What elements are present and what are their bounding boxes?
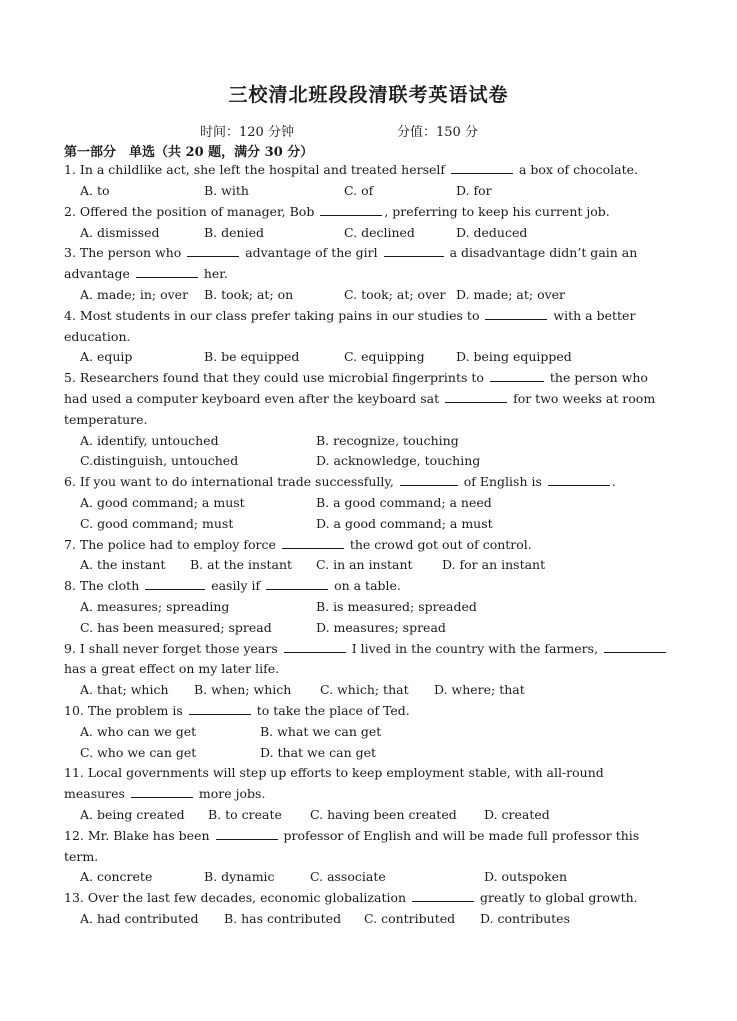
blank: [451, 160, 513, 174]
blank: [216, 826, 278, 840]
option: B. at the instant: [190, 557, 293, 572]
option: D. that we can get: [260, 745, 377, 760]
option: D. acknowledge, touching: [316, 453, 481, 468]
option: C. associate: [310, 869, 386, 884]
option: A. concrete: [80, 869, 153, 884]
question-11-cont: measures more jobs.: [64, 786, 266, 801]
blank: [400, 472, 458, 486]
option: C. declined: [344, 225, 415, 240]
option: A. equip: [80, 349, 133, 364]
option: D. where; that: [434, 682, 525, 697]
option: C. good command; must: [80, 516, 234, 531]
blank: [145, 576, 205, 590]
exam-title: 三校清北班段段清联考英语试卷: [228, 84, 509, 106]
option: A. good command; a must: [80, 495, 245, 510]
option: D. a good command; a must: [316, 516, 493, 531]
question-13: 13. Over the last few decades, economic globalization greatly to global growth.: [64, 890, 638, 905]
option: D. outspoken: [484, 869, 568, 884]
option: A. being created: [80, 807, 185, 822]
option: A. to: [80, 183, 110, 198]
option: A. measures; spreading: [80, 599, 230, 614]
option: C. took; at; over: [344, 287, 446, 302]
option: A. made; in; over: [80, 287, 189, 302]
option: B. is measured; spreaded: [316, 599, 477, 614]
option: D. contributes: [480, 911, 570, 926]
option: C. has been measured; spread: [80, 620, 272, 635]
question-5-cont: temperature.: [64, 412, 148, 427]
option: A. the instant: [80, 557, 166, 572]
option: D. created: [484, 807, 550, 822]
blank: [490, 368, 544, 382]
option: A. had contributed: [80, 911, 199, 926]
option: B. when; which: [194, 682, 292, 697]
question-7: 7. The police had to employ force the crowd got out of control.: [64, 537, 532, 552]
option: C. equipping: [344, 349, 425, 364]
question-4: 4. Most students in our class prefer taking pains in our studies to with a better: [64, 308, 636, 323]
option: B. with: [204, 183, 249, 198]
option: B. recognize, touching: [316, 433, 459, 448]
option: C. contributed: [364, 911, 456, 926]
question-11: 11. Local governments will step up efforts to keep employment stable, with all-round: [64, 765, 604, 780]
option: D. for: [456, 183, 492, 198]
question-4-cont: education.: [64, 329, 131, 344]
blank: [131, 784, 193, 798]
option: C. in an instant: [316, 557, 413, 572]
option: C. having been created: [310, 807, 457, 822]
option: D. made; at; over: [456, 287, 566, 302]
blank: [485, 306, 547, 320]
blank: [548, 472, 610, 486]
question-8: 8. The cloth easily if on a table.: [64, 578, 401, 593]
option: D. for an instant: [442, 557, 546, 572]
option: D. being equipped: [456, 349, 572, 364]
blank: [604, 639, 666, 653]
option: B. what we can get: [260, 724, 382, 739]
question-3-cont: advantage her.: [64, 266, 228, 281]
option: C.distinguish, untouched: [80, 453, 239, 468]
blank: [189, 701, 251, 715]
time-label: 时间：120 分钟: [200, 125, 294, 140]
blank: [282, 535, 344, 549]
question-9: 9. I shall never forget those years I lived in the country with the farmers,: [64, 639, 673, 659]
question-5: 5. Researchers found that they could use microbial fingerprints to the person who: [64, 370, 648, 385]
question-12: 12. Mr. Blake has been professor of English and will be made full professor this: [64, 828, 640, 843]
question-12-cont: term.: [64, 849, 99, 864]
score-label: 分值：150 分: [397, 125, 478, 140]
blank: [187, 243, 239, 257]
option: C. which; that: [320, 682, 409, 697]
option: B. denied: [204, 225, 264, 240]
option: A. dismissed: [80, 225, 160, 240]
option: B. has contributed: [224, 911, 342, 926]
blank: [266, 576, 328, 590]
blank: [320, 202, 382, 216]
option: A. who can we get: [80, 724, 197, 739]
option: D. measures; spread: [316, 620, 446, 635]
option: B. a good command; a need: [316, 495, 492, 510]
blank: [412, 888, 474, 902]
blank: [384, 243, 444, 257]
blank: [136, 264, 198, 278]
question-2: 2. Offered the position of manager, Bob , preferring to keep his current job.: [64, 204, 610, 219]
section-heading: 第一部分 单选（共 20 题，满分 30 分）: [64, 145, 314, 160]
option: B. dynamic: [204, 869, 275, 884]
blank: [445, 389, 507, 403]
option: A. identify, untouched: [80, 433, 219, 448]
question-3: 3. The person who advantage of the girl a disadvantage didn’t gain an: [64, 245, 638, 260]
option: D. deduced: [456, 225, 528, 240]
option: B. to create: [208, 807, 282, 822]
question-10: 10. The problem is to take the place of Ted.: [64, 703, 410, 718]
option: B. took; at; on: [204, 287, 294, 302]
question-9-cont: has a great effect on my later life.: [64, 661, 280, 676]
blank: [284, 639, 346, 653]
question-6: 6. If you want to do international trade successfully, of English is .: [64, 474, 616, 489]
question-1: 1. In a childlike act, she left the hospital and treated herself a box of chocolate.: [64, 162, 639, 177]
option: C. of: [344, 183, 374, 198]
option: C. who we can get: [80, 745, 197, 760]
question-5-cont: had used a computer keyboard even after the keyboard sat for two weeks at room: [64, 391, 656, 406]
option: B. be equipped: [204, 349, 300, 364]
option: A. that; which: [80, 682, 169, 697]
